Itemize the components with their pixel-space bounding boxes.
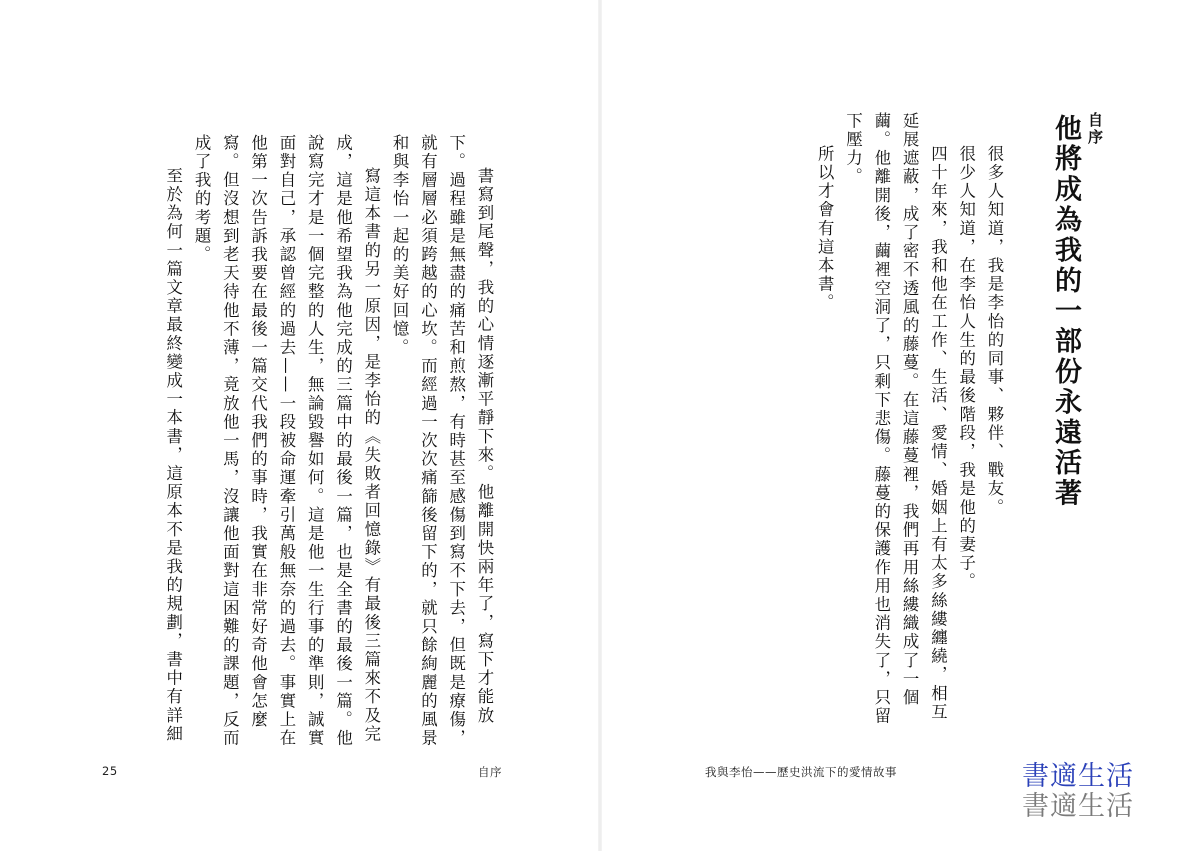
- text-line: 成了我的考題。: [192, 134, 212, 265]
- paragraph: [187, 134, 385, 748]
- running-head-right: 我與李怡——歷史洪流下的愛情故事: [705, 765, 897, 779]
- text-line: 很少人知道，在李怡人生的最後階段，我是他的妻子。: [956, 144, 976, 592]
- page-number: 25: [102, 764, 118, 778]
- text-line: 下。過程雖是無盡的痛苦和煎熬，有時甚至感傷到寫不下去，但既是療傷，: [446, 134, 466, 748]
- text-line: 就有層層必須跨越的心坎。而經過一次次痛篩後留下的，就只餘絢麗的風景: [418, 134, 438, 748]
- text-line: 下壓力。: [843, 112, 863, 187]
- text-line: 四十年來，我和他在工作、生活、愛情、婚姻上有太多絲縷纏繞，相互: [928, 144, 948, 722]
- page-gutter: [598, 0, 602, 851]
- text-line: 書寫到尾聲，我的心情逐漸平靜下來。他離開快兩年了，寫下才能放: [475, 166, 494, 725]
- section-label: 自序: [1086, 112, 1104, 146]
- text-line: 寫。但沒想到老天待他不薄，竟放他一馬，沒讓他面對這困難的課題，反而: [220, 134, 240, 748]
- text-line: 說寫完才是一個完整的人生，無論毀譽如何。這是他一生行事的準則，誠實: [305, 134, 325, 748]
- text-line: 繭。他離開後，繭裡空洞了，只剩下悲傷。藤蔓的保護作用也消失了，只留: [871, 112, 891, 726]
- paragraph: [158, 134, 186, 744]
- text-line: 很多人知道，我是李怡的同事、夥伴、戰友。: [985, 144, 1004, 517]
- publisher-watermark: [1022, 762, 1134, 822]
- text-line: 延展遮蔽，成了密不透風的藤蔓。在這藤蔓裡，我們再用絲縷織成了一個: [900, 112, 920, 708]
- paragraph: [810, 112, 838, 672]
- watermark-line-secondary: 書適生活: [1022, 791, 1134, 822]
- paragraph: [980, 112, 1008, 672]
- watermark-line-primary: 書適生活: [1022, 761, 1134, 792]
- left-page: [158, 134, 498, 748]
- text-line: 成，這是他希望我為他完成的三篇中的最後一篇，也是全書的最後一篇。他: [333, 134, 353, 748]
- right-page: [810, 112, 1104, 726]
- running-head-left: 自序: [478, 765, 502, 779]
- paragraph: [838, 112, 951, 726]
- text-line: 所以才會有這本書。: [815, 144, 835, 313]
- text-line: 他第一次告訴我要在最後一篇交代我們的事時，我實在非常好奇他會怎麼: [248, 134, 268, 730]
- text-line: 和與李怡一起的美好回憶。: [390, 134, 410, 358]
- text-line: 寫這本書的另一原因，是李怡的《失敗者回憶錄》有最後三篇來不及完: [361, 166, 381, 744]
- right-page-body: [810, 112, 1008, 726]
- paragraph: [951, 112, 979, 672]
- chapter-title: 他將成為我的一部份永遠活著: [1050, 114, 1081, 510]
- text-line: 至於為何一篇文章最終變成一本書，這原本不是我的規劃，書中有詳細: [163, 166, 183, 744]
- text-line: 面對自己，承認曾經的過去——一段被命運牽引萬般無奈的過去。事實上在: [276, 134, 296, 748]
- paragraph: [385, 134, 498, 748]
